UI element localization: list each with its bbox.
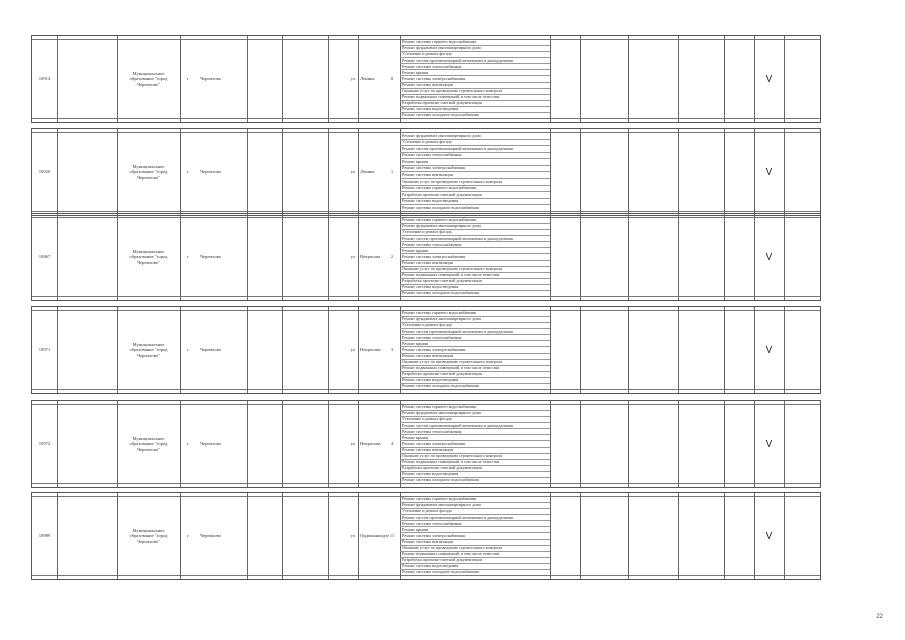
column-divider (282, 493, 283, 579)
column-divider (784, 214, 785, 300)
work-item: Ремонт системы электроснабжения (400, 441, 550, 447)
column-divider (628, 493, 629, 579)
column-divider (724, 214, 725, 300)
check-mark: V (765, 73, 773, 85)
work-item: Ремонт системы теплоснабжения (400, 64, 550, 70)
city-type: г (187, 76, 189, 82)
column-divider (57, 36, 58, 122)
work-item: Ремонт системы холодного водоснабжения (402, 204, 479, 210)
column-divider (678, 493, 679, 579)
work-item: Ремонт системы теплоснабжения (400, 429, 550, 435)
work-item: Ремонт систем противопожарной автоматики и дымоудаления (400, 146, 550, 153)
street-name: Некрасова (360, 441, 381, 447)
work-item: Ремонт системы водоотведения (400, 564, 550, 570)
work-item: Ремонт систем противопожарной автоматики и дымоудаления (400, 236, 550, 242)
column-divider (724, 36, 725, 122)
column-divider (57, 214, 58, 300)
work-item: Оказание услуг по проведению строительного контроля (400, 89, 550, 95)
work-item: Ремонт фундамента многоквартирного дома (400, 224, 550, 230)
municipality-name: Муниципальное образование "город Черемхово" (129, 248, 168, 265)
work-item: Ремонт крыши (400, 341, 550, 347)
column-divider (57, 129, 58, 215)
works-list (400, 311, 550, 389)
city-name: Черемхово (200, 169, 222, 175)
check-mark: V (765, 438, 773, 450)
building-id: 10926 (38, 169, 51, 175)
column-divider (282, 36, 283, 122)
work-item: Разработка проектно-сметной документации (400, 558, 550, 564)
work-item: Утепление и ремонт фасада (400, 52, 550, 58)
work-item: Ремонт системы вентиляции (400, 448, 550, 454)
column-divider (580, 401, 581, 487)
column-divider (678, 36, 679, 122)
column-divider (247, 401, 248, 487)
column-divider (550, 214, 551, 300)
column-divider (580, 36, 581, 122)
column-divider (282, 307, 283, 393)
work-item: Ремонт подвальных помещений, в том числе отмостки (400, 552, 550, 558)
municipality-name: Муниципальное образование "город Черемхово" (129, 341, 168, 358)
city-type: г (187, 169, 189, 175)
work-item: Оказание услуг по проведению строительного контроля (400, 454, 550, 460)
work-item: Ремонт системы горячего водоснабжения (400, 186, 550, 193)
work-item: Ремонт фундамента многоквартирного дома (400, 317, 550, 323)
column-divider (784, 36, 785, 122)
work-item: Ремонт крыши (400, 159, 550, 166)
city-name: Черемхово (200, 254, 222, 260)
city-name: Черемхово (200, 533, 222, 539)
column-divider (580, 129, 581, 215)
column-divider (724, 401, 725, 487)
works-list (400, 218, 550, 296)
work-item: Ремонт подвальных помещений, в том числе отмостки (400, 460, 550, 466)
municipality-name: Муниципальное образование "город Черемхово" (129, 70, 168, 87)
column-divider (784, 129, 785, 215)
municipality-name: Муниципальное образование "город Черемхово" (129, 527, 168, 544)
city-name: Черемхово (200, 441, 222, 447)
work-item: Утепление и ремонт фасада (400, 230, 550, 236)
work-item: Утепление и ремонт фасада (400, 140, 550, 147)
check-mark: V (765, 251, 773, 263)
column-divider (247, 493, 248, 579)
street-name: Орджоникидзе (360, 533, 390, 539)
work-item: Ремонт фундамента многоквартирного дома (400, 503, 550, 509)
column-divider (678, 129, 679, 215)
column-divider (57, 493, 58, 579)
works-list (400, 405, 550, 483)
work-item: Ремонт системы вентиляции (400, 540, 550, 546)
address-block (31, 213, 821, 301)
column-divider (550, 307, 551, 393)
work-item: Ремонт системы электроснабжения (400, 76, 550, 82)
work-item: Ремонт системы электроснабжения (400, 254, 550, 260)
address-block (31, 128, 821, 216)
street-name: Некрасова (360, 347, 381, 353)
work-item: Ремонт системы горячего водоснабжения (400, 405, 550, 411)
work-item: Ремонт систем противопожарной автоматики и дымоудаления (400, 423, 550, 429)
column-divider (550, 129, 551, 215)
column-divider (580, 493, 581, 579)
work-item: Ремонт систем противопожарной автоматики и дымоудаления (400, 329, 550, 335)
address-block (31, 400, 821, 488)
column-divider (678, 214, 679, 300)
street-type: ул (350, 441, 355, 447)
check-mark: V (765, 166, 773, 178)
building-id: 10914 (38, 76, 51, 82)
column-divider (580, 214, 581, 300)
column-divider (724, 493, 725, 579)
work-item: Разработка проектно-сметной документации (400, 101, 550, 107)
work-item: Разработка проектно-сметной документации (400, 466, 550, 472)
work-item: Ремонт системы теплоснабжения (400, 153, 550, 160)
building-id: 10989 (38, 533, 51, 539)
column-divider (57, 307, 58, 393)
street-type: ул (350, 76, 355, 82)
work-item: Ремонт системы теплоснабжения (400, 521, 550, 527)
column-divider (57, 401, 58, 487)
column-divider (628, 307, 629, 393)
column-divider (724, 307, 725, 393)
work-item: Ремонт системы холодного водоснабжения (402, 290, 479, 296)
work-item: Ремонт системы водоотведения (400, 107, 550, 113)
column-divider (678, 401, 679, 487)
house-number: 1 (390, 169, 394, 175)
work-item: Ремонт фундамента многоквартирного дома (400, 46, 550, 52)
work-item: Утепление и ремонт фасада (400, 417, 550, 423)
city-name: Черемхово (200, 347, 222, 353)
column-divider (580, 307, 581, 393)
work-item: Ремонт крыши (400, 435, 550, 441)
column-divider (282, 214, 283, 300)
works-list (400, 133, 550, 211)
work-item: Ремонт системы горячего водоснабжения (400, 218, 550, 224)
work-item: Ремонт фундамента многоквартирного дома (400, 133, 550, 140)
work-item: Ремонт системы водоотведения (400, 472, 550, 478)
building-id: 10967 (38, 254, 51, 260)
city-type: г (187, 254, 189, 260)
work-item: Ремонт системы электроснабжения (400, 533, 550, 539)
column-divider (628, 129, 629, 215)
works-list (400, 497, 550, 575)
street-type: ул (350, 347, 355, 353)
column-divider (247, 36, 248, 122)
column-divider (724, 129, 725, 215)
street-type: ул (350, 169, 355, 175)
work-item: Ремонт системы горячего водоснабжения (400, 40, 550, 46)
city-type: г (187, 441, 189, 447)
work-item: Ремонт системы холодного водоснабжения (402, 383, 479, 389)
column-divider (247, 307, 248, 393)
work-item: Ремонт системы водоотведения (400, 378, 550, 384)
house-number: 2 (390, 254, 394, 260)
work-item: Утепление и ремонт фасада (400, 323, 550, 329)
check-mark: V (765, 344, 773, 356)
city-name: Черемхово (200, 76, 222, 82)
work-item: Ремонт фундамента многоквартирного дома (400, 411, 550, 417)
work-item: Ремонт подвальных помещений, в том числе отмостки (400, 273, 550, 279)
work-item: Утепление и ремонт фасада (400, 509, 550, 515)
column-divider (282, 129, 283, 215)
work-item: Ремонт систем противопожарной автоматики и дымоудаления (400, 515, 550, 521)
page-number: 22 (876, 614, 883, 620)
work-item: Оказание услуг по проведению строительного контроля (400, 546, 550, 552)
address-block (31, 492, 821, 580)
column-divider (678, 307, 679, 393)
address-block (31, 306, 821, 394)
work-item: Разработка проектно-сметной документации (400, 279, 550, 285)
city-type: г (187, 533, 189, 539)
work-item: Ремонт системы водоотведения (400, 285, 550, 291)
work-item: Ремонт системы холодного водоснабжения (402, 112, 479, 118)
work-item: Ремонт системы электроснабжения (400, 166, 550, 173)
column-divider (550, 36, 551, 122)
municipality-name: Муниципальное образование "город Черемхово" (129, 163, 168, 180)
column-divider (247, 214, 248, 300)
work-item: Ремонт системы горячего водоснабжения (400, 497, 550, 503)
column-divider (784, 401, 785, 487)
work-item: Оказание услуг по проведению строительного контроля (400, 360, 550, 366)
building-id: 10971 (38, 347, 51, 353)
work-item: Ремонт систем противопожарной автоматики и дымоудаления (400, 58, 550, 64)
work-item: Разработка проектно-сметной документации (400, 192, 550, 199)
street-type: ул (350, 533, 355, 539)
work-item: Ремонт системы холодного водоснабжения (402, 477, 479, 483)
column-divider (784, 493, 785, 579)
work-item: Ремонт системы теплоснабжения (400, 242, 550, 248)
work-item: Ремонт крыши (400, 70, 550, 76)
column-divider (550, 401, 551, 487)
work-item: Ремонт системы вентиляции (400, 172, 550, 179)
work-item: Ремонт крыши (400, 527, 550, 533)
work-item: Разработка проектно-сметной документации (400, 372, 550, 378)
street-name: Ленина (360, 76, 375, 82)
street-name: Ленина (360, 169, 375, 175)
house-number: 3 (390, 347, 394, 353)
column-divider (628, 214, 629, 300)
house-number: 4 (390, 441, 394, 447)
column-divider (550, 493, 551, 579)
city-type: г (187, 347, 189, 353)
work-item: Ремонт системы электроснабжения (400, 347, 550, 353)
work-item: Оказание услуг по проведению строительного контроля (400, 179, 550, 186)
house-number: 11 (389, 533, 395, 539)
work-item: Ремонт системы вентиляции (400, 83, 550, 89)
work-item: Ремонт системы теплоснабжения (400, 335, 550, 341)
work-item: Ремонт системы холодного водоснабжения (402, 569, 479, 575)
work-item: Ремонт системы вентиляции (400, 261, 550, 267)
municipality-name: Муниципальное образование "город Черемхово" (129, 435, 168, 452)
column-divider (628, 401, 629, 487)
work-item: Ремонт системы горячего водоснабжения (400, 311, 550, 317)
works-list (400, 40, 550, 118)
address-block (31, 35, 821, 123)
work-item: Ремонт подвальных помещений, в том числе отмостки (400, 95, 550, 101)
column-divider (784, 307, 785, 393)
house-number: 8 (390, 76, 394, 82)
work-item: Оказание услуг по проведению строительного контроля (400, 267, 550, 273)
work-item: Ремонт подвальных помещений, в том числе отмостки (400, 366, 550, 372)
work-item: Ремонт крыши (400, 248, 550, 254)
building-id: 10972 (38, 441, 51, 447)
column-divider (628, 36, 629, 122)
street-type: ул (350, 254, 355, 260)
column-divider (247, 129, 248, 215)
column-divider (282, 401, 283, 487)
street-name: Некрасова (360, 254, 381, 260)
work-item: Ремонт системы вентиляции (400, 354, 550, 360)
check-mark: V (765, 530, 773, 542)
work-item: Ремонт системы водоотведения (400, 199, 550, 206)
